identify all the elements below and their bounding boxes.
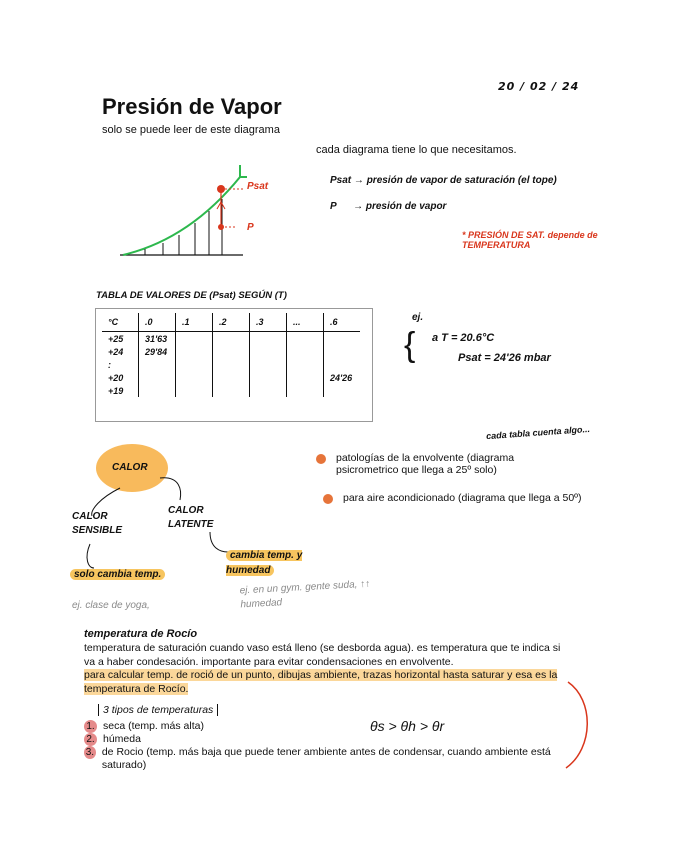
table-cell xyxy=(287,384,324,397)
table-row xyxy=(102,332,360,346)
table-cell xyxy=(176,358,213,371)
table-cell xyxy=(324,358,361,371)
saturation-curve-diagram xyxy=(115,165,255,265)
table-header-cell: .3 xyxy=(250,313,287,332)
table-cell xyxy=(324,332,361,346)
subtitle: solo se puede leer de este diagrama xyxy=(102,124,280,136)
list-item xyxy=(84,720,554,733)
date: 20 / 02 / 24 xyxy=(498,80,580,93)
mindmap-latente: CALOR LATENTE xyxy=(168,505,214,530)
red-note: * PRESIÓN DE SAT. depende de TEMPERATURA xyxy=(462,230,598,250)
rocio-heading: temperatura de Rocío xyxy=(84,628,198,640)
table-cell xyxy=(287,345,324,358)
values-table-frame xyxy=(95,308,373,422)
list-item-text: húmeda xyxy=(103,733,141,745)
arrow-to-latente xyxy=(160,478,181,500)
mindmap-calor: CALOR xyxy=(112,462,148,473)
legend-psat-desc: presión de vapor de saturación (el tope) xyxy=(366,175,557,186)
legend-p xyxy=(330,201,446,212)
table-header-row xyxy=(102,313,360,332)
table-header-cell: .1 xyxy=(176,313,213,332)
mindmap-latente-detail: cambia temp. y humedad xyxy=(226,550,303,576)
list-number: 2. xyxy=(84,733,97,746)
rocio-highlight-paragraph: para calcular temp. de roció de un punto, dibujas ambiente, trazas horizontal hasta saturar y esa es la temperatura de Rocío. xyxy=(84,669,558,695)
side-note: cada diagrama tiene lo que necesitamos. xyxy=(316,144,517,156)
table-cell: 24'26 xyxy=(330,372,353,383)
brace-icon: { xyxy=(404,326,416,364)
orange-dot-icon xyxy=(316,454,326,464)
page-title: Presión de Vapor xyxy=(102,94,282,119)
table-cell xyxy=(176,345,213,358)
table-cell: +20 xyxy=(102,371,139,384)
bullet-text: patologías de la envolvente (diagrama psicrometrico que llega a 25º solo) xyxy=(336,452,515,476)
table-cell xyxy=(213,332,250,346)
example-line2: Psat = 24'26 mbar xyxy=(458,352,551,364)
orange-dot-icon xyxy=(323,494,333,504)
list-number: 3. xyxy=(85,747,95,758)
mindmap-sensible-detail: solo cambia temp. xyxy=(70,568,170,582)
table-cell xyxy=(213,384,250,397)
types-heading: 3 tipos de temperaturas xyxy=(98,704,218,716)
legend-p-desc: presión de vapor xyxy=(365,201,447,212)
table-cell xyxy=(176,384,213,397)
arrow-icon: → xyxy=(353,175,367,186)
table-cell xyxy=(176,371,213,384)
mindmap-sensible-example: ej. clase de yoga, xyxy=(72,600,150,611)
arrow-icon: → xyxy=(353,201,366,212)
arrow-to-sensible-detail xyxy=(87,544,94,568)
types-list xyxy=(84,720,554,772)
legend-psat xyxy=(330,175,557,186)
mindmap-latente-example: ej. en un gym. gente suda, ↑↑ humedad xyxy=(239,578,371,611)
red-bracket xyxy=(560,680,600,770)
table-cell xyxy=(139,384,176,397)
list-item xyxy=(84,746,554,772)
table-cell xyxy=(324,384,361,397)
table-cell xyxy=(250,384,287,397)
legend-psat-label: Psat xyxy=(330,175,352,186)
temperature-formula: θs > θh > θr xyxy=(370,718,445,734)
bullet-item xyxy=(323,492,623,504)
table-cell xyxy=(250,345,287,358)
list-item xyxy=(84,733,554,746)
table-heading: TABLA DE VALORES DE (Psat) SEGÚN (T) xyxy=(96,290,287,301)
table-cell xyxy=(139,371,176,384)
table-cell: +19 xyxy=(102,384,139,397)
table-row xyxy=(102,345,360,358)
table-cell xyxy=(287,371,324,384)
table-header-cell: °C xyxy=(102,313,139,332)
table-cell: 29'84 xyxy=(139,345,176,358)
diagram-p-label: P xyxy=(247,222,254,233)
example-label: ej. xyxy=(412,312,424,323)
table-cell: +25 xyxy=(102,332,139,346)
table-cell xyxy=(287,332,324,346)
list-number: 1. xyxy=(84,720,97,733)
bullet-text: para aire acondicionado (diagrama que llega a 50º) xyxy=(343,492,582,504)
table-cell xyxy=(324,345,361,358)
table-cell xyxy=(287,358,324,371)
table-cell xyxy=(139,358,176,371)
list-item-text: seca (temp. más alta) xyxy=(103,720,204,732)
table-cell xyxy=(213,345,250,358)
table-cell xyxy=(213,358,250,371)
table-cell xyxy=(213,371,250,384)
diagram-psat-label: Psat xyxy=(247,181,269,192)
example-note: cada tabla cuenta algo... xyxy=(485,423,591,442)
table-header-cell: .6 xyxy=(324,313,361,332)
table-cell: 31'63 xyxy=(139,332,176,346)
table-cell: : xyxy=(102,358,139,371)
legend-p-label: P xyxy=(330,201,337,212)
table-header-cell: ... xyxy=(287,313,324,332)
mindmap-sensible: CALOR SENSIBLE xyxy=(72,511,123,536)
bullet-item xyxy=(316,452,546,476)
table-row xyxy=(102,371,360,384)
example-line1: a T = 20.6°C xyxy=(432,332,495,344)
table-cell xyxy=(250,332,287,346)
red-bracket-curve xyxy=(566,682,587,768)
list-item-text: de Rocio (temp. más baja que puede tener ambiente antes de condensar, cuando ambiente está saturado) xyxy=(101,746,551,771)
table-row xyxy=(102,384,360,397)
table-cell xyxy=(176,332,213,346)
table-header-cell: .0 xyxy=(139,313,176,332)
table-header-cell: .2 xyxy=(213,313,250,332)
table-cell xyxy=(250,358,287,371)
values-table xyxy=(102,313,360,397)
rocio-paragraph: temperatura de saturación cuando vaso está lleno (se desborda agua). es temperatura que te indica si va a haber condesación. importante para evitar condensaciones en envolvente. xyxy=(84,642,561,668)
table-cell: +24 xyxy=(102,345,139,358)
table-cell xyxy=(250,371,287,384)
table-row xyxy=(102,358,360,371)
